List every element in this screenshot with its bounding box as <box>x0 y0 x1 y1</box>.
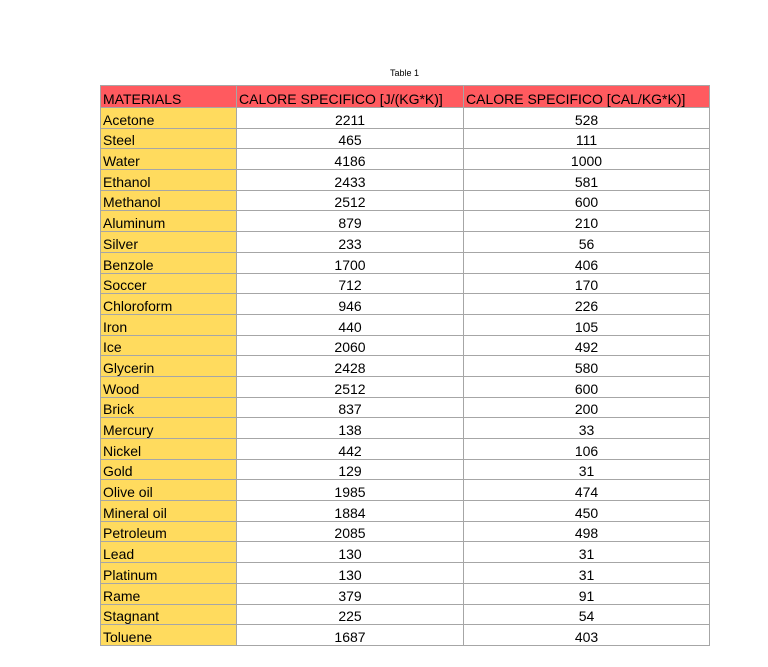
table-row <box>101 521 710 542</box>
material-cell[interactable]: Gold <box>101 459 237 480</box>
specific-heat-joule-cell[interactable]: 130 <box>237 542 464 563</box>
specific-heat-cal-cell[interactable]: 31 <box>464 563 710 584</box>
specific-heat-joule-cell[interactable]: 712 <box>237 273 464 294</box>
material-cell[interactable]: Mineral oil <box>101 501 237 522</box>
table-row <box>101 563 710 584</box>
specific-heat-joule-cell[interactable]: 2512 <box>237 190 464 211</box>
table-row <box>101 376 710 397</box>
specific-heat-cal-cell[interactable]: 600 <box>464 376 710 397</box>
material-cell[interactable]: Steel <box>101 128 237 149</box>
table-row <box>101 397 710 418</box>
table-row <box>101 459 710 480</box>
specific-heat-joule-cell[interactable]: 130 <box>237 563 464 584</box>
material-cell[interactable]: Ice <box>101 335 237 356</box>
specific-heat-cal-cell[interactable]: 54 <box>464 604 710 625</box>
table-row <box>101 149 710 170</box>
specific-heat-cal-cell[interactable]: 1000 <box>464 149 710 170</box>
header-cell-materials[interactable]: MATERIALS <box>101 86 237 108</box>
specific-heat-joule-cell[interactable]: 2060 <box>237 335 464 356</box>
material-cell[interactable]: Ethanol <box>101 170 237 191</box>
material-cell[interactable]: Chloroform <box>101 294 237 315</box>
specific-heat-table <box>100 85 710 646</box>
specific-heat-cal-cell[interactable]: 91 <box>464 583 710 604</box>
specific-heat-joule-cell[interactable]: 946 <box>237 294 464 315</box>
table-row <box>101 314 710 335</box>
material-cell[interactable]: Aluminum <box>101 211 237 232</box>
material-cell[interactable]: Olive oil <box>101 480 237 501</box>
specific-heat-cal-cell[interactable]: 450 <box>464 501 710 522</box>
table-row <box>101 232 710 253</box>
table-row <box>101 480 710 501</box>
table-row <box>101 604 710 625</box>
specific-heat-joule-cell[interactable]: 2211 <box>237 108 464 129</box>
specific-heat-joule-cell[interactable]: 4186 <box>237 149 464 170</box>
table-row <box>101 335 710 356</box>
specific-heat-cal-cell[interactable]: 403 <box>464 625 710 646</box>
specific-heat-joule-cell[interactable]: 129 <box>237 459 464 480</box>
specific-heat-joule-cell[interactable]: 138 <box>237 418 464 439</box>
specific-heat-cal-cell[interactable]: 580 <box>464 356 710 377</box>
table-row <box>101 294 710 315</box>
material-cell[interactable]: Brick <box>101 397 237 418</box>
material-cell[interactable]: Soccer <box>101 273 237 294</box>
table-row <box>101 128 710 149</box>
specific-heat-joule-cell[interactable]: 440 <box>237 314 464 335</box>
specific-heat-joule-cell[interactable]: 1985 <box>237 480 464 501</box>
material-cell[interactable]: Benzole <box>101 252 237 273</box>
specific-heat-joule-cell[interactable]: 225 <box>237 604 464 625</box>
material-cell[interactable]: Wood <box>101 376 237 397</box>
specific-heat-joule-cell[interactable]: 2085 <box>237 521 464 542</box>
material-cell[interactable]: Rame <box>101 583 237 604</box>
specific-heat-joule-cell[interactable]: 837 <box>237 397 464 418</box>
specific-heat-cal-cell[interactable]: 56 <box>464 232 710 253</box>
material-cell[interactable]: Glycerin <box>101 356 237 377</box>
specific-heat-joule-cell[interactable]: 1687 <box>237 625 464 646</box>
specific-heat-cal-cell[interactable]: 33 <box>464 418 710 439</box>
material-cell[interactable]: Methanol <box>101 190 237 211</box>
table-row <box>101 252 710 273</box>
specific-heat-cal-cell[interactable]: 406 <box>464 252 710 273</box>
specific-heat-cal-cell[interactable]: 111 <box>464 128 710 149</box>
specific-heat-cal-cell[interactable]: 528 <box>464 108 710 129</box>
specific-heat-joule-cell[interactable]: 233 <box>237 232 464 253</box>
table-row <box>101 625 710 646</box>
header-cell-specific-heat-cal[interactable]: CALORE SPECIFICO [CAL/KG*K)] <box>464 86 710 108</box>
material-cell[interactable]: Silver <box>101 232 237 253</box>
material-cell[interactable]: Stagnant <box>101 604 237 625</box>
material-cell[interactable]: Acetone <box>101 108 237 129</box>
specific-heat-cal-cell[interactable]: 170 <box>464 273 710 294</box>
table-row <box>101 583 710 604</box>
specific-heat-cal-cell[interactable]: 31 <box>464 542 710 563</box>
material-cell[interactable]: Petroleum <box>101 521 237 542</box>
specific-heat-joule-cell[interactable]: 2512 <box>237 376 464 397</box>
header-row <box>101 86 710 108</box>
table-caption: Table 1 <box>389 68 420 78</box>
specific-heat-joule-cell[interactable]: 465 <box>237 128 464 149</box>
material-cell[interactable]: Lead <box>101 542 237 563</box>
specific-heat-cal-cell[interactable]: 474 <box>464 480 710 501</box>
table-row <box>101 542 710 563</box>
table-row <box>101 170 710 191</box>
header-cell-specific-heat-joule[interactable]: CALORE SPECIFICO [J/(KG*K)] <box>237 86 464 108</box>
specific-heat-cal-cell[interactable]: 600 <box>464 190 710 211</box>
specific-heat-cal-cell[interactable]: 226 <box>464 294 710 315</box>
specific-heat-cal-cell[interactable]: 581 <box>464 170 710 191</box>
specific-heat-cal-cell[interactable]: 210 <box>464 211 710 232</box>
material-cell[interactable]: Water <box>101 149 237 170</box>
specific-heat-cal-cell[interactable]: 492 <box>464 335 710 356</box>
specific-heat-joule-cell[interactable]: 2428 <box>237 356 464 377</box>
specific-heat-cal-cell[interactable]: 105 <box>464 314 710 335</box>
specific-heat-cal-cell[interactable]: 498 <box>464 521 710 542</box>
specific-heat-joule-cell[interactable]: 379 <box>237 583 464 604</box>
table-row <box>101 273 710 294</box>
material-cell[interactable]: Mercury <box>101 418 237 439</box>
specific-heat-joule-cell[interactable]: 442 <box>237 439 464 460</box>
specific-heat-joule-cell[interactable]: 1884 <box>237 501 464 522</box>
specific-heat-joule-cell[interactable]: 1700 <box>237 252 464 273</box>
table-body <box>101 108 710 646</box>
table-row <box>101 501 710 522</box>
table-row <box>101 211 710 232</box>
material-cell[interactable]: Nickel <box>101 439 237 460</box>
material-cell[interactable]: Iron <box>101 314 237 335</box>
table-row <box>101 356 710 377</box>
specific-heat-cal-cell[interactable]: 31 <box>464 459 710 480</box>
table-row <box>101 439 710 460</box>
specific-heat-cal-cell[interactable]: 106 <box>464 439 710 460</box>
table-row <box>101 418 710 439</box>
table-row <box>101 190 710 211</box>
table-row <box>101 108 710 129</box>
specific-heat-cal-cell[interactable]: 200 <box>464 397 710 418</box>
material-cell[interactable]: Platinum <box>101 563 237 584</box>
specific-heat-joule-cell[interactable]: 2433 <box>237 170 464 191</box>
material-cell[interactable]: Toluene <box>101 625 237 646</box>
specific-heat-joule-cell[interactable]: 879 <box>237 211 464 232</box>
